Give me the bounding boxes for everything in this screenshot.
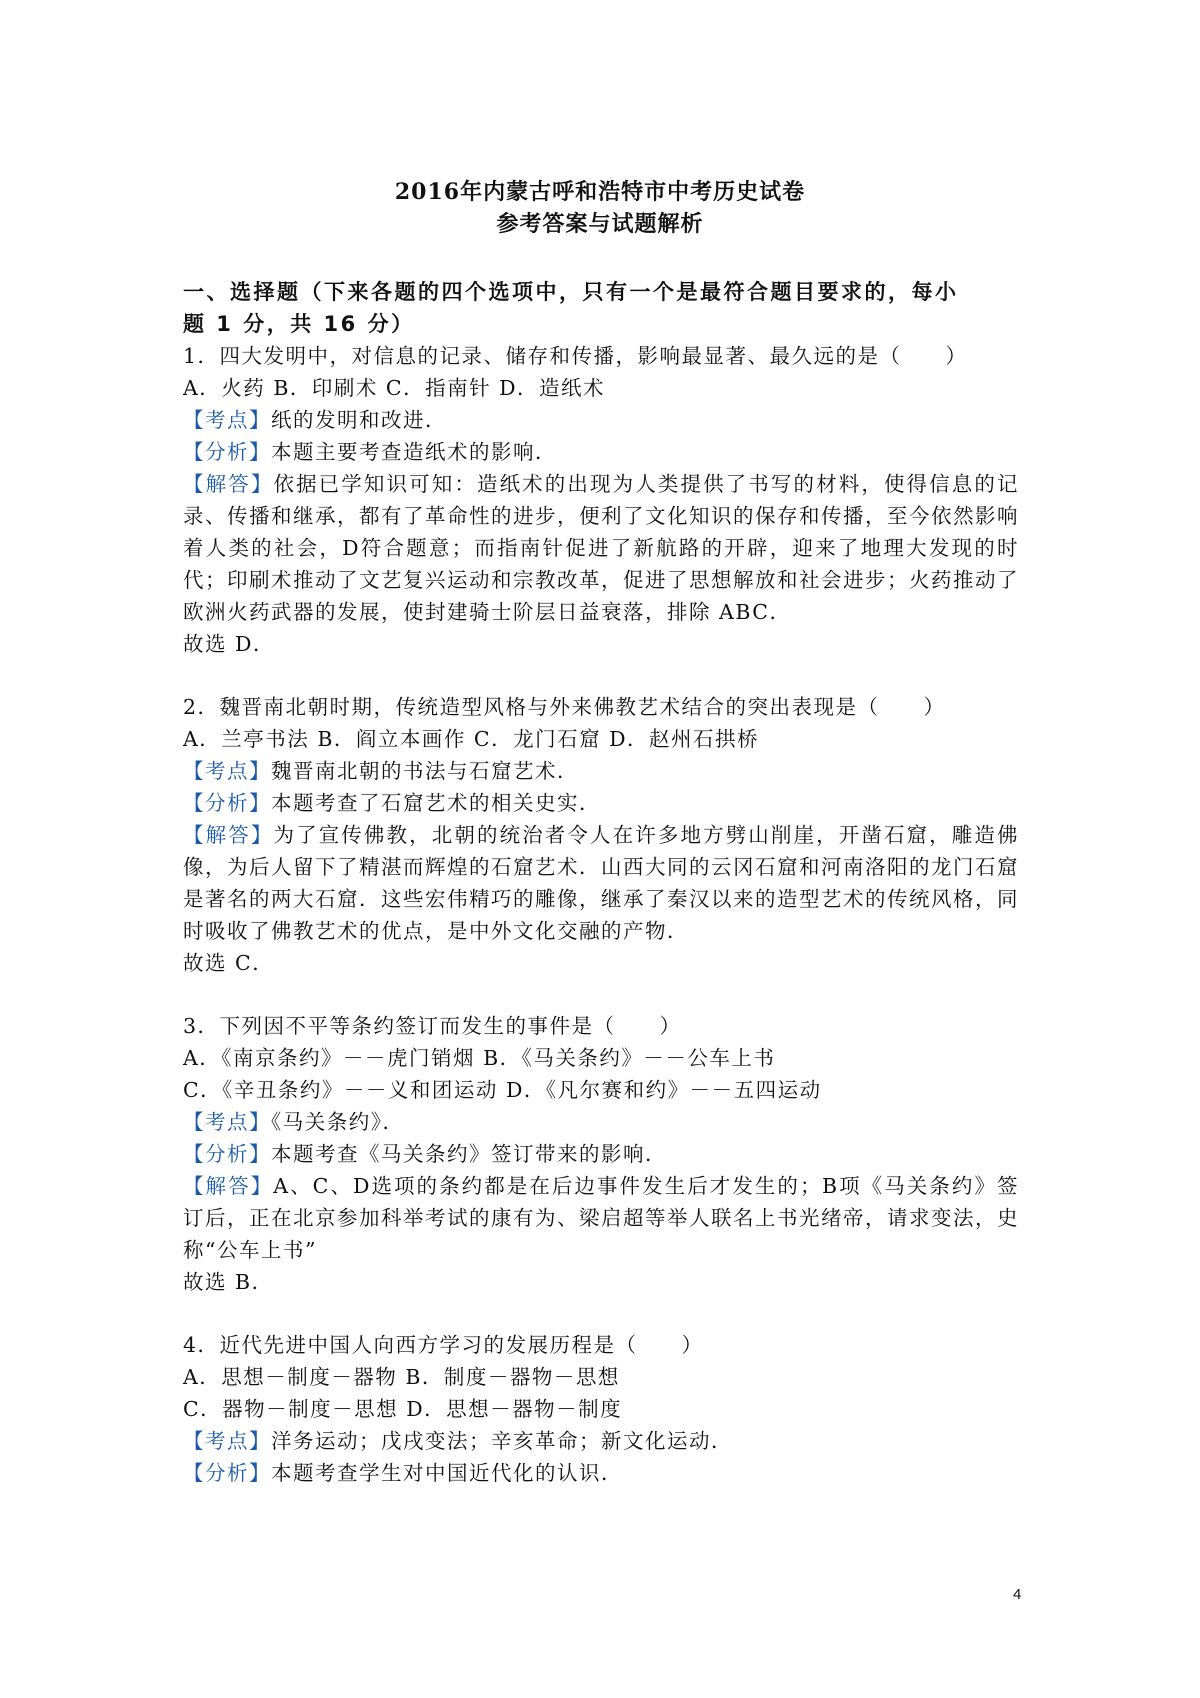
jieda-tag: 【解答】 [183,1174,274,1198]
fenxi-row [183,787,1019,819]
question-options: A．思想－制度－器物 B．制度－器物－思想 [183,1365,620,1389]
fenxi-text: 本题考查《马关条约》签订带来的影响． [271,1142,667,1166]
question-stem: 4．近代先进中国人向西方学习的发展历程是（ ） [183,1333,704,1357]
question-2 [183,691,1019,979]
answer-line: 故选 C． [183,951,275,975]
question-gap [183,979,1019,1010]
answer-line: 故选 D． [183,632,275,656]
answer-line: 故选 B． [183,1270,274,1294]
question-stem: 3．下列因不平等条约签订而发生的事件是（ ） [183,1014,682,1038]
section-title-line-2: 题 1 分，共 16 分） [183,312,415,336]
kaodian-row [183,1425,1019,1457]
section-title [183,276,1019,340]
question-options: A．兰亭书法 B．阎立本画作 C．龙门石窟 D．赵州石拱桥 [183,727,760,751]
question-1 [183,340,1019,660]
kaodian-tag: 【考点】 [183,1429,271,1453]
kaodian-row [183,755,1019,787]
jieda-tag: 【解答】 [183,472,274,496]
question-stem: 1．四大发明中，对信息的记录、储存和传播，影响最显著、最久远的是（ ） [183,344,968,368]
document-body [183,276,1019,1489]
jieda-text: 依据已学知识可知：造纸术的出现为人类提供了书写的材料，使得信息的记录、传播和继承，都有了革命性的进步，便利了文化知识的保存和传播，至今依然影响着人类的社会，D符合题意；而指南针促进了新航路的开辟，迎来了地理大发现的时代；印刷术推动了文艺复兴运动和宗教改革，促进了思想解放和社会进步；火药推动了欧洲火药武器的发展，使封建骑士阶层日益衰落，排除 ABC． [183,472,1020,624]
question-3 [183,1010,1019,1298]
fenxi-row [183,436,1019,468]
fenxi-tag: 【分析】 [183,1142,271,1166]
fenxi-tag: 【分析】 [183,791,271,815]
page-title: 2016年内蒙古呼和浩特市中考历史试卷 [394,179,806,205]
fenxi-text: 本题考查了石窟艺术的相关史实． [271,791,601,815]
kaodian-text: 魏晋南北朝的书法与石窟艺术． [271,759,579,783]
question-stem: 2．魏晋南北朝时期，传统造型风格与外来佛教艺术结合的突出表现是（ ） [183,695,946,719]
kaodian-text: 纸的发明和改进． [271,408,447,432]
fenxi-tag: 【分析】 [183,440,271,464]
question-options: A．火药 B．印刷术 C．指南针 D．造纸术 [183,376,606,400]
title-block [0,176,1200,240]
fenxi-row [183,1457,1019,1489]
jieda-row [183,468,1019,628]
kaodian-text: 《马关条约》． [271,1110,405,1134]
question-options: C．器物－制度－思想 D．思想－器物－制度 [183,1397,623,1421]
kaodian-row [183,1106,1019,1138]
question-gap [183,660,1019,691]
jieda-tag: 【解答】 [183,823,274,847]
fenxi-row [183,1138,1019,1170]
question-options: C．《辛丑条约》－－义和团运动 D．《凡尔赛和约》－－五四运动 [183,1078,822,1102]
fenxi-text: 本题主要考查造纸术的影响． [271,440,557,464]
kaodian-tag: 【考点】 [183,759,271,783]
jieda-row [183,1170,1019,1266]
kaodian-tag: 【考点】 [183,1110,271,1134]
page-number: 4 [1013,1586,1022,1603]
fenxi-text: 本题考查学生对中国近代化的认识． [271,1461,623,1485]
section-title-line-1: 一、选择题（下来各题的四个选项中，只有一个是最符合题目要求的，每小 [183,280,959,304]
kaodian-row [183,404,1019,436]
kaodian-text: 洋务运动；戊戌变法；辛亥革命；新文化运动． [271,1429,733,1453]
question-options: A．《南京条约》－－虎门销烟 B．《马关条约》－－公车上书 [183,1046,776,1070]
jieda-text: 为了宣传佛教，北朝的统治者令人在许多地方劈山削崖，开凿石窟，雕造佛像，为后人留下了精湛而辉煌的石窟艺术．山西大同的云冈石窟和河南洛阳的龙门石窟是著名的两大石窟．这些宏伟精巧的雕像，继承了秦汉以来的造型艺术的传统风格，同时吸收了佛教艺术的优点，是中外文化交融的产物． [183,823,1020,943]
kaodian-tag: 【考点】 [183,408,271,432]
jieda-row [183,819,1019,947]
jieda-text: A、C、D选项的条约都是在后边事件发生后才发生的；B项《马关条约》签订后，正在北京参加科举考试的康有为、梁启超等举人联名上书光绪帝，请求变法，史称“公车上书” [183,1174,1020,1262]
page-subtitle: 参考答案与试题解析 [496,211,704,237]
question-gap [183,1298,1019,1329]
question-4 [183,1329,1019,1489]
fenxi-tag: 【分析】 [183,1461,271,1485]
